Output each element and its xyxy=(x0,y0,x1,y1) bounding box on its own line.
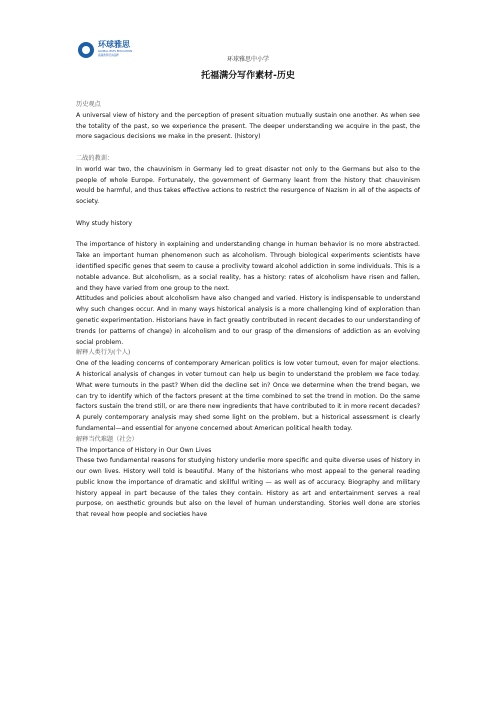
section-heading-why-study: Why study history xyxy=(76,219,133,227)
paragraph-attitudes: Attitudes and policies about alcoholism have also changed and varied. History is indispensable to understand why such changes occur. And in many ways historical analysis is a more challenging kind of exploration than genetic experimentation. Historians have in fact greatly contributed in recent decades to our understanding of trends (or patterns of change) in alcoholism and to our grasp of the dimensions of addiction as an evolving social problem. xyxy=(76,295,420,346)
paragraph-voter-turnout: One of the leading concerns of contemporary American politics is low voter turnout, even for major elections. A historical analysis of changes in voter turnout can help us begin to understand the problem we face today. What were turnouts in the past? When did the decline set in? Once we determine when the trend began, we can try to identify which of the factors present at the time combined to set the trend in motion. Do the same factors sustain the trend still, or are there new ingredients that have contributed to it in more recent decades? A purely contemporary analysis may shed some light on the problem, but a historical assessment is clearly fundamental—and essential for anyone concerned about American political health today. xyxy=(76,360,420,432)
logo-tagline: 高端教育培训品牌 xyxy=(98,54,119,57)
section-heading-history-view: 历史观点 xyxy=(76,101,101,108)
section-heading-contemporary-problems: 解释当代难题（社会） xyxy=(76,435,138,443)
page-header xyxy=(0,0,496,80)
paragraph-history-view: A universal view of history and the perception of present situation mutually sustain one another. As when see the totality of the past, so we experience the present. The deeper understanding we acquire in the past, the more sagacious decisions we make in the present. (history) xyxy=(76,111,420,141)
section-heading-our-lives: The Importance of History in Our Own Lives xyxy=(76,446,212,454)
section-heading-human-behavior: 解释人类行为(个人) xyxy=(76,349,131,357)
paragraph-alcoholism: The importance of history in explaining and understanding change in human behavior is no more abstracted. Take an important human phenomenon such as alcoholism. Through biological experiments scientists have identified specific genes that seem to cause a proclivity toward alcohol addiction in some individuals. This is a notable advance. But alcoholism, as a social reality, has a history: rates of alcoholism have risen and fallen, and they have varied from one group to the next. xyxy=(76,241,420,292)
logo-subtitle: GLOBAL IELTS EDUCATION xyxy=(98,50,133,53)
school-name: 环球雅思中小学 xyxy=(226,56,269,63)
section-heading-ww2-lesson: 二战的教训： xyxy=(76,154,114,162)
page-title: 托福满分写作素材-历史 xyxy=(201,71,295,81)
logo-text: 环球雅思 xyxy=(98,40,130,49)
paragraph-our-lives: These two fundamental reasons for studying history underlie more specific and quite diverse uses of history in our own lives. History well told is beautiful. Many of the historians who most appeal to the general reading public know the importance of dramatic and skillful writing — as well as of accuracy. Biography and military history appeal in part because of the tales they contain. History as art and entertainment serves a real purpose, on aesthetic grounds but also on the level of human understanding. Stories well done are stories that reveal how people and societies have xyxy=(76,457,420,519)
document-body xyxy=(76,100,420,521)
paragraph-ww2-lesson: In world war two, the chauvinism in Germany led to great disaster not only to the Germans but also to the people of whole Europe. Fortunately, the government of Germany leant from the history that chauvinism would be harmful, and thus takes effective actions to restrict the resurgence of Nazism in all of the aspects of society. xyxy=(76,165,420,206)
